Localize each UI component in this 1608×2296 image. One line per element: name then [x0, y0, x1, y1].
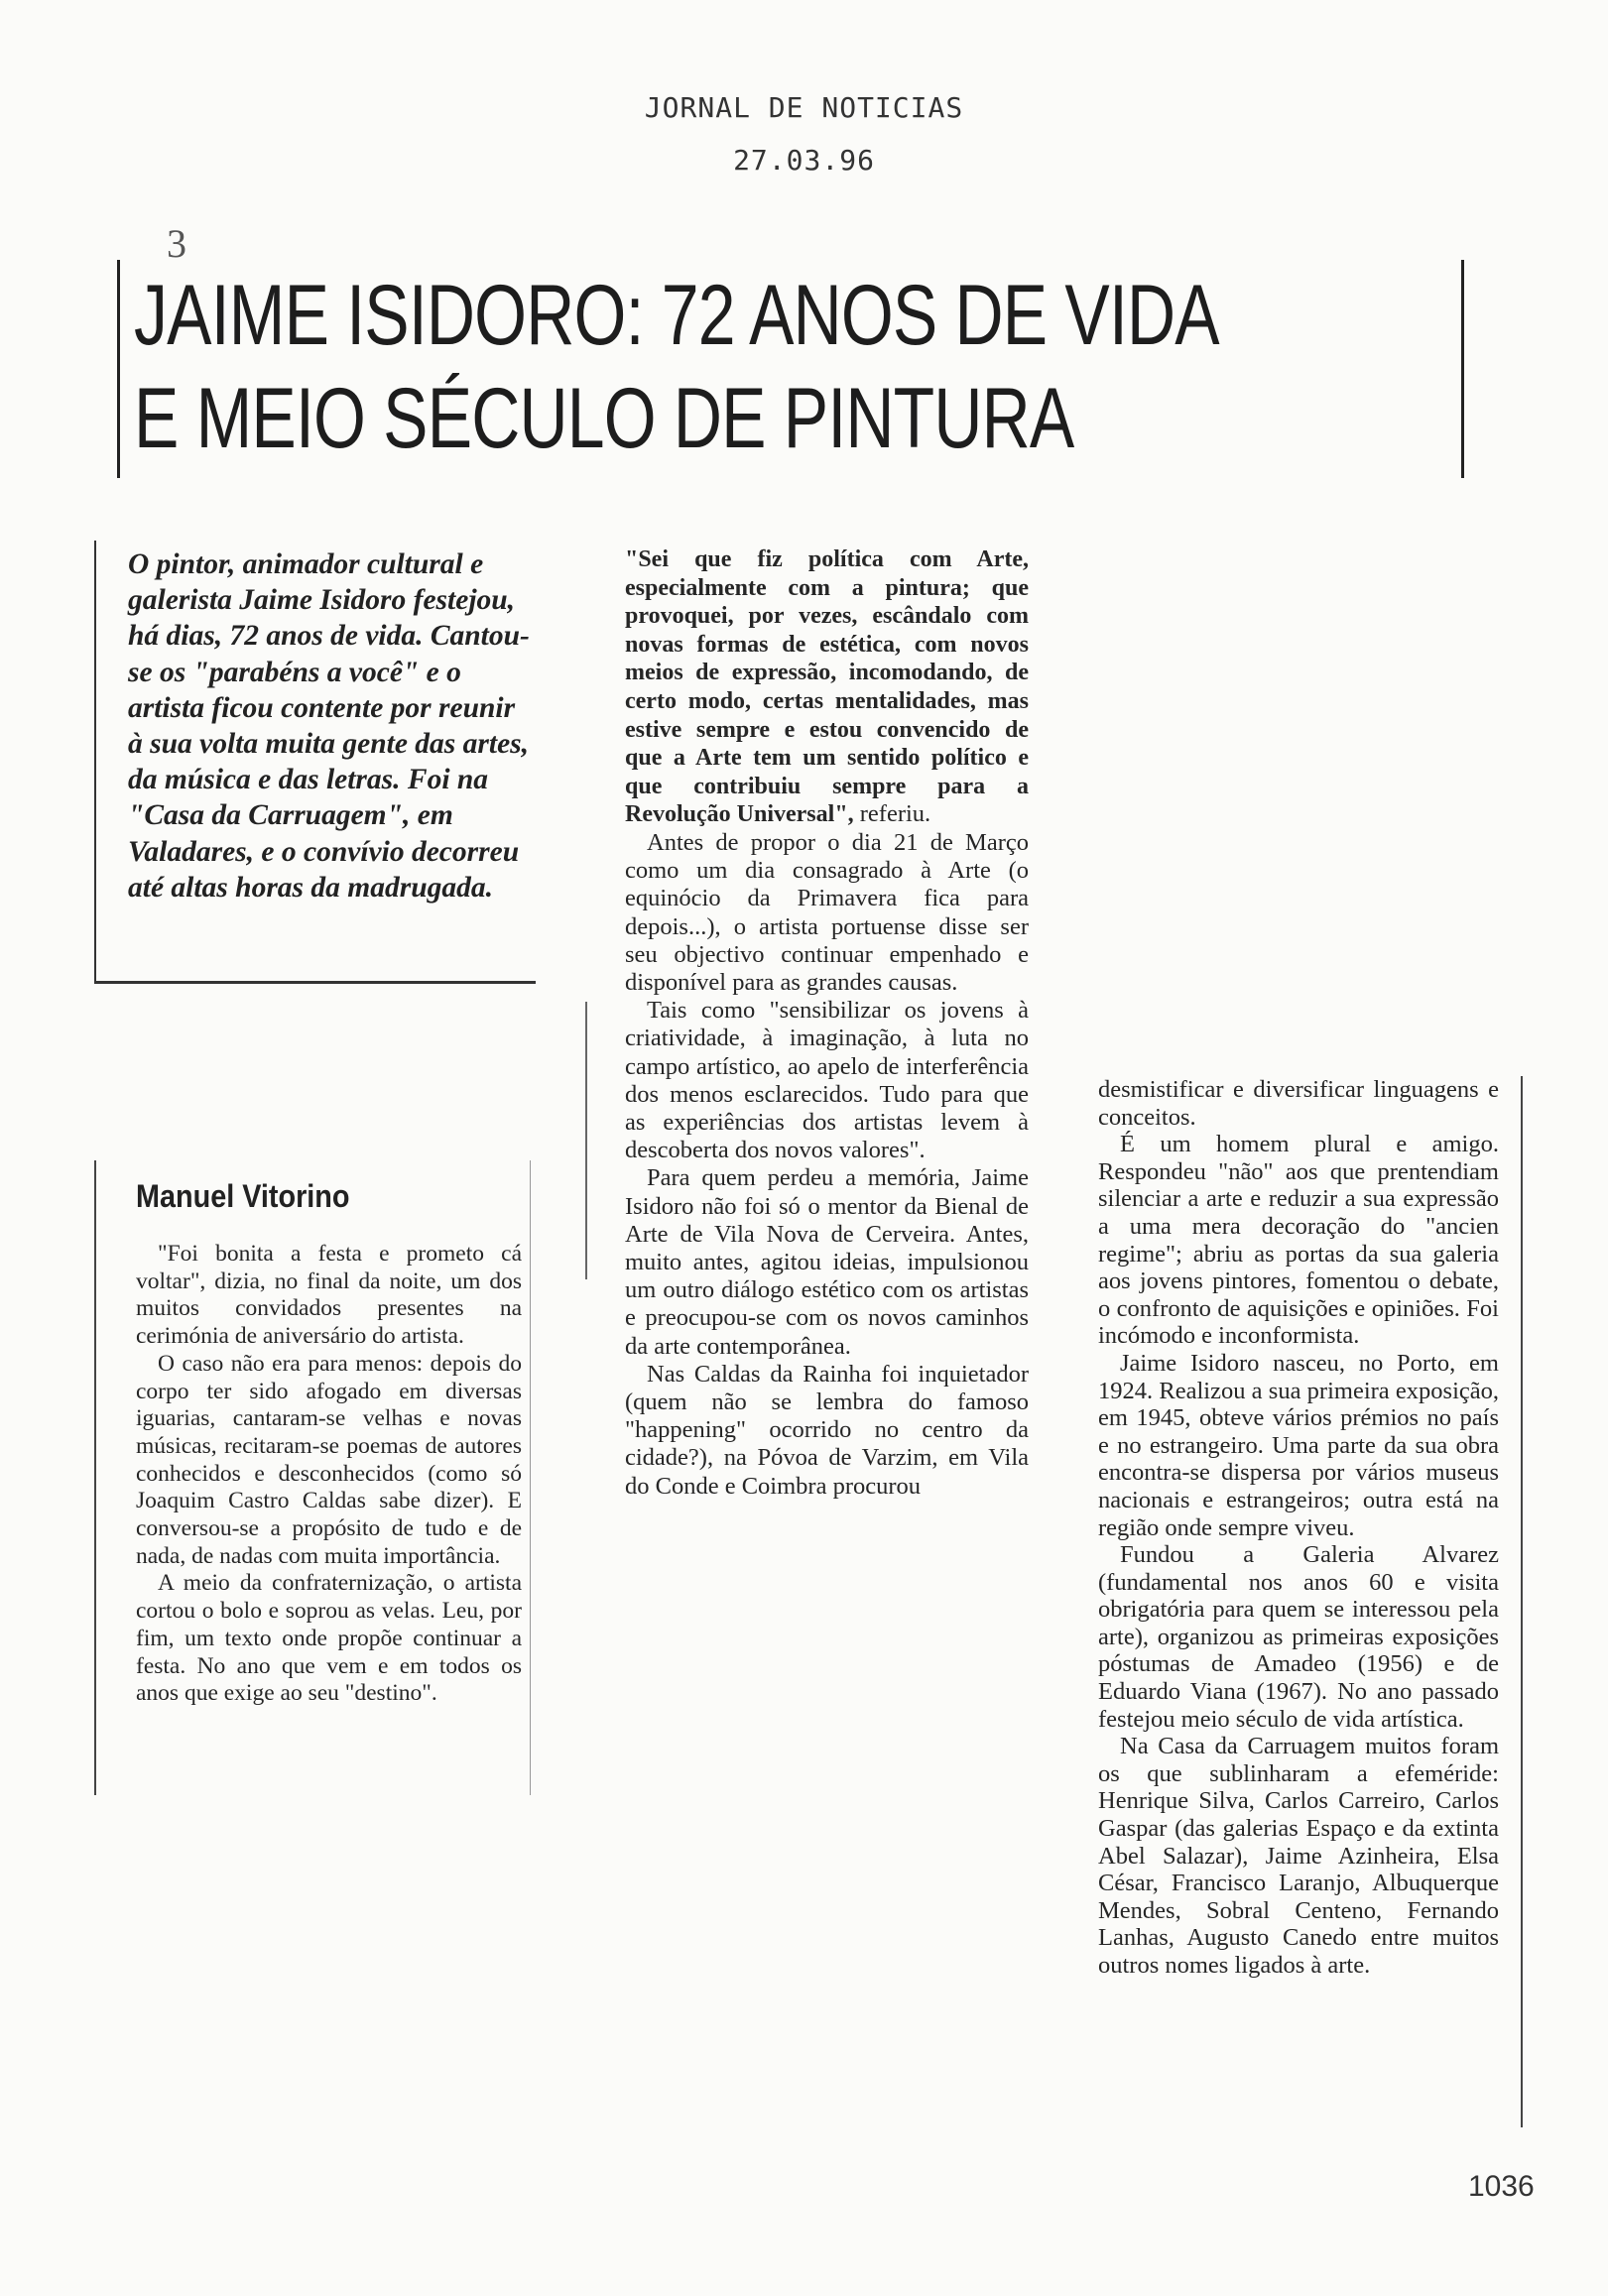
paragraph: Tais como "sensibilizar os jovens à criatividade, à imaginação, à luta no campo artístico, ao apelo de interferência dos menos esclarecidos. Tudo para que as experiências dos artistas levem à descoberta dos novos valores".: [625, 997, 1029, 1164]
headline-box: [117, 260, 1464, 478]
publication-name: JORNAL DE NOTICIAS: [644, 91, 964, 124]
paragraph: Antes de propor o dia 21 de Março como um dia consagrado à Arte (o equinócio da Primavera fica para depois...), o artista portuense disse ser seu objectivo continuar empenhado e disponível para as grandes causas.: [625, 828, 1029, 996]
publication-date: 27.03.96: [733, 144, 875, 177]
headline-line-1: JAIME ISIDORO: 72 ANOS DE VIDA: [134, 268, 1219, 363]
paragraph: É um homem plural e amigo. Respondeu "não" aos que prentendiam silenciar a arte e reduzir a sua expressão a uma mera decoração do "ancien regime"; abriu as portas da sua galeria aos jovens pintores, fomentou o debate, o confronto de aquisições e opiniões. Foi incómodo e inconformista.: [1098, 1131, 1499, 1350]
paragraph: "Foi bonita a festa e prometo cá voltar", dizia, no final da noite, um dos muitos convidados presentes na cerimónia de aniversário do artista.: [136, 1241, 522, 1350]
author-byline: Manuel Vitorino: [136, 1178, 350, 1214]
article-column-1: [94, 1160, 531, 1795]
page-number: 1036: [1468, 2170, 1535, 2203]
paragraph: Para quem perdeu a memória, Jaime Isidoro não foi só o mentor da Bienal de Arte de Vila Nova de Cerveira. Antes, muito antes, agitou ideias, impulsionou um outro diálogo estético com os artistas e preocupou-se com os novos caminhos da arte contemporânea.: [625, 1164, 1029, 1360]
article-column-2: [595, 545, 1037, 1636]
paragraph: A meio da confraternização, o artista cortou o bolo e soprou as velas. Leu, por fim, um texto onde propõe continuar a festa. No ano que vem e em todos os anos que exige ao seu "destino".: [136, 1570, 522, 1707]
lead-box: [94, 541, 536, 984]
column-divider: [585, 1002, 587, 1279]
paragraph: desmistificar e diversificar linguagens e conceitos.: [1098, 1076, 1499, 1131]
paragraph: Jaime Isidoro nasceu, no Porto, em 1924. Realizou a sua primeira exposição, em 1945, obteve vários prémios no país e no estrangeiro. Uma parte da sua obra encontra-se dispersa por vários museus nacionais e estrangeiros; outra está na região onde sempre viveu.: [1098, 1349, 1499, 1541]
quote-attribution: referiu.: [853, 800, 931, 828]
paragraph: Nas Caldas da Rainha foi inquietador (quem não se lembra do famoso "happening" ocorrido no centro da cidade?), na Póvoa de Varzim, em Vila do Conde e Coimbra procurou: [625, 1360, 1029, 1500]
pull-quote: "Sei que fiz política com Arte, especialmente com a pintura; que provoquei, por vezes, escândalo com novas formas de estética, com novos meios de expressão, incomodando, de certo modo, certas mentalidades, mas estive sempre e estou convencido de que a Arte tem um sentido político e que contribuiu sempre para a Revolução Universal",: [625, 546, 1029, 828]
headline-line-2: E MEIO SÉCULO DE PINTURA: [134, 371, 1074, 466]
article-column-3: [1086, 1076, 1523, 2127]
paragraph: O caso não era para menos: depois do corpo ter sido afogado em diversas iguarias, cantaram-se velhas e novas músicas, recitaram-se poemas de autores conhecidos e desconhecidos (como só Joaquim Castro Caldas sabe dizer). E conversou-se a propósito de tudo e de nada, de nadas com muita importância.: [136, 1350, 522, 1569]
handwritten-mark: 3: [167, 221, 186, 266]
paragraph: Na Casa da Carruagem muitos foram os que sublinharam a efeméride: Henrique Silva, Carlos Carreiro, Carlos Gaspar (das galerias Espaço e da extinta Abel Salazar), Jaime Azinheira, Elsa César, Francisco Laranjo, Albuquerque Mendes, Sobral Centeno, Fernando Lanhas, Augusto Canedo entre muitos outros nomes ligados à arte.: [1098, 1733, 1499, 1979]
lead-text: O pintor, animador cultural e galerista Jaime Isidoro festejou, há dias, 72 anos de vida. Cantou-se os "parabéns a você" e o artista ficou contente por reunir à sua volta muita gente das artes, da música e das letras. Foi na "Casa da Carruagem", em Valadares, e o convívio decorreu até altas horas da madrugada.: [128, 548, 530, 904]
paragraph: Fundou a Galeria Alvarez (fundamental nos anos 60 e visita obrigatória para quem se interessou pela arte), organizou as primeiras exposições póstumas de Amadeo (1956) e de Eduardo Viana (1967). No ano passado festejou meio século de vida artística.: [1098, 1541, 1499, 1733]
